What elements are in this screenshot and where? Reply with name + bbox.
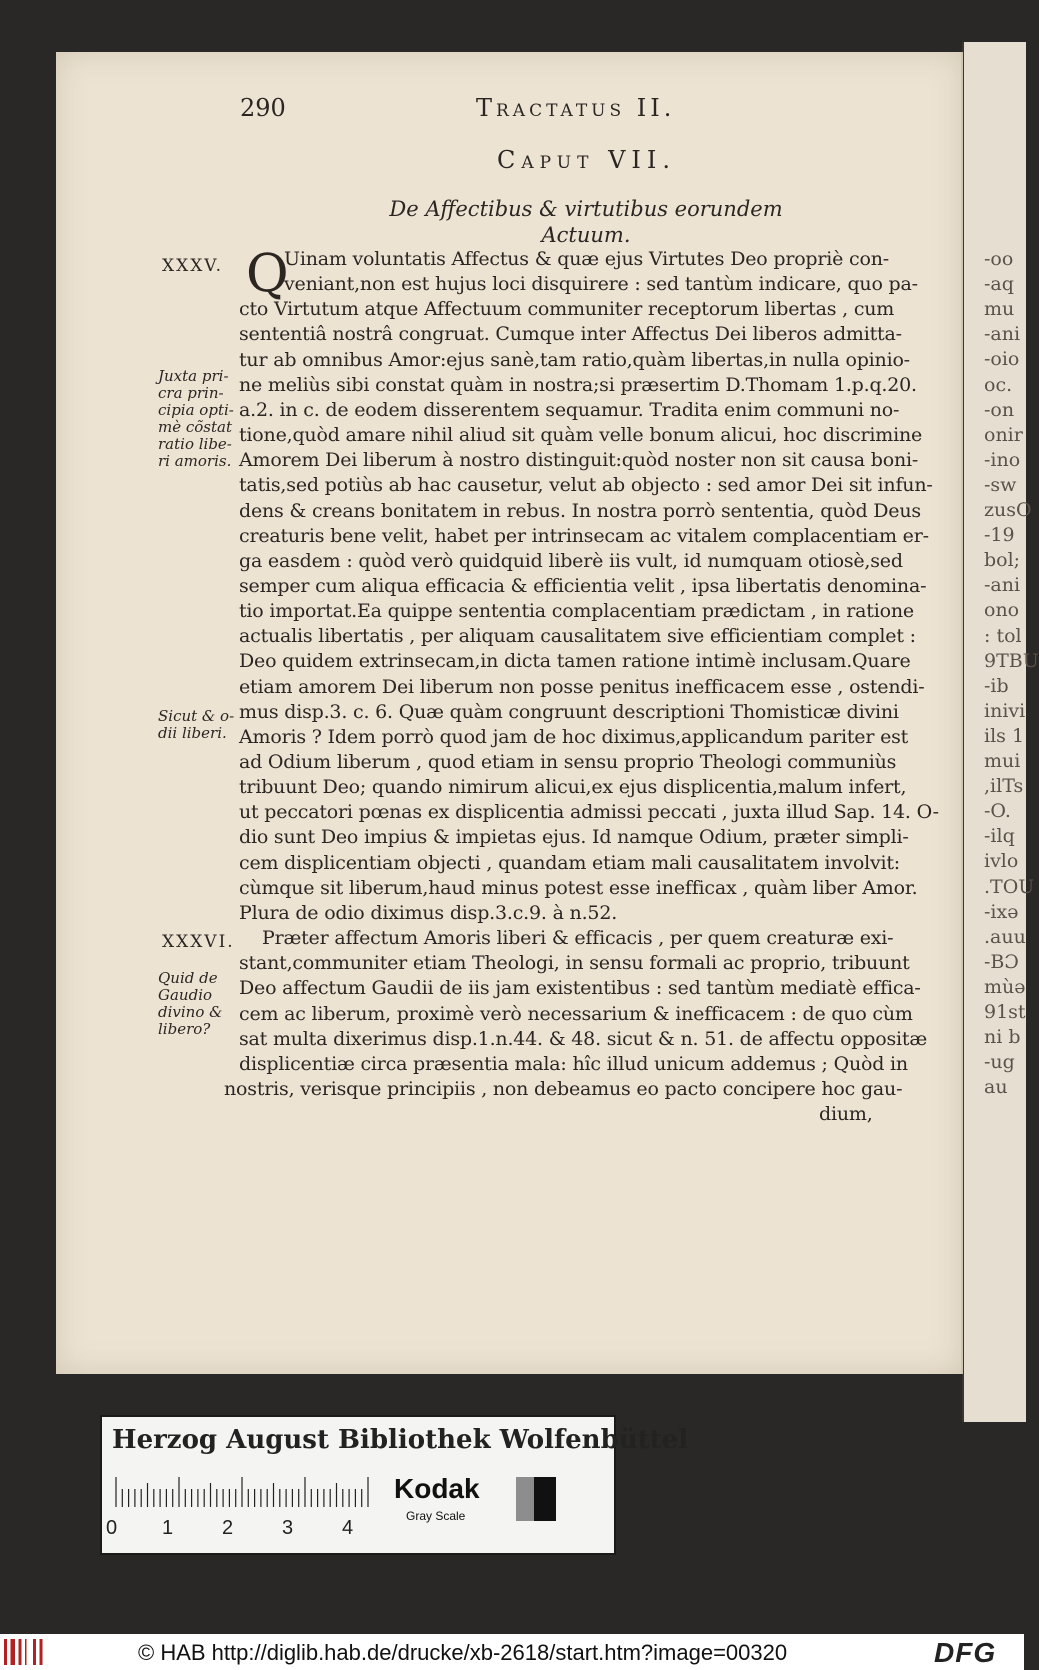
text-line: ad Odium liberum , quod etiam in sensu proprio Theologi communiùs [239,751,897,773]
text-line: tio importat.Ea quippe sententia complacentiam prædictam , in ratione [239,600,914,623]
ruler-number: 3 [282,1517,294,1539]
text-line: sat multa dixerimus disp.1.n.44. & 48. sicut & n. 51. de affectu oppositæ [239,1027,928,1050]
text-line: actualis libertatis , per aliquam causalitatem sive efficientiam complet : [239,625,916,648]
drop-cap: Q [246,244,289,304]
facing-page-fragment: -sw [984,473,1017,496]
margin-note-gaudium: Quid de Gaudio divino & libero? [158,969,223,1038]
text-line: dium, [819,1103,873,1126]
facing-page-fragment: mùə [984,975,1026,998]
facing-page-fragment: mu [984,298,1015,321]
text-line: tatis,sed potiùs ab hac causetur, velut ab objecto : sed amor Dei sit infun- [239,474,933,497]
facing-page-fragment: onir [984,423,1023,446]
facing-page-fragment: inivi [984,699,1026,722]
gray-scale-label: Gray Scale [406,1509,466,1523]
facing-page-fragment: -oo [984,248,1014,270]
text-line: a.2. in c. de eodem disserentem sequamur. Tradita enim communi no- [239,398,900,421]
facing-page-fragment: ivlo [984,850,1019,873]
black-swatch [534,1477,556,1521]
section-number-xxxv: XXXV. [162,256,224,276]
ruler-number: 4 [342,1517,354,1539]
barcode-bar [33,1639,36,1665]
ruler-number: 2 [222,1517,234,1539]
text-line: Amoris ? Idem porrò quod jam de hoc diximus,applicandum pariter est [239,725,909,748]
text-line: Deo quidem extrinsecam,in dicta tamen ratione intimè inclusam.Quare [239,650,911,673]
page-gutter [961,52,963,1374]
facing-page-fragment: .auu [984,925,1026,948]
facing-page-fragment: ,ilTs [984,775,1024,798]
text-line: cem displicentiam objecti , quandam etiam mali causalitatem involvit: [239,851,901,874]
text-line: Præter affectum Amoris liberi & efficacis , per quem creaturæ exi- [262,927,894,950]
facing-page-fragment: zusO [984,499,1032,521]
facing-page-fragment: .TOU [984,875,1035,898]
facing-page-fragment: -O. [984,800,1011,823]
facing-page-edge [962,42,1039,1422]
footer-credit: © HAB http://diglib.hab.de/drucke/xb-2618/start.htm?image=00320 [138,1640,788,1665]
facing-page-fragment: au [984,1076,1008,1099]
footer-bar [0,1634,1024,1670]
facing-page-fragment: -ani [984,323,1021,346]
text-line: cto Virtutum atque Affectuum communiter receptorum libertas , cum [239,298,895,321]
text-line: stant,communiter etiam Theologi, in sensu formali ac proprio, tribuunt [239,952,910,975]
color-target-card [100,1415,689,1555]
library-label: Herzog August Bibliothek Wolfenbüttel [112,1425,689,1455]
text-line: ne meliùs sibi constat quàm in nostra;si præsertim D.Thomam 1.p.q.20. [239,373,917,396]
facing-page-fragment: 91st [984,1001,1026,1023]
facing-page-fragment: ni b [984,1026,1021,1049]
text-line: ga easdem : quòd verò quidquid liberè iis vult, id numquam otiosè,sed [239,549,903,572]
facing-page-fragment: -aq [984,273,1014,296]
barcode-bar [25,1639,27,1665]
facing-page-fragment: : tol [984,624,1022,647]
facing-page-fragment: -ilq [984,825,1015,848]
facing-page-fragment: -BƆ [984,950,1019,973]
text-line: cem ac liberum, proximè verò necessarium & inefficacem : de quo cùm [239,1002,913,1025]
book-page [56,52,962,1374]
text-line: displicentiæ circa præsentia mala: hîc illud unicum addemus ; Quòd in [239,1052,908,1075]
text-line: nostris, verisque principiis , non debeamus eo pacto concipere hoc gau- [224,1077,903,1100]
facing-page-fragment: oc. [984,373,1013,396]
facing-page-fragment: -ani [984,574,1021,597]
text-line: Amorem Dei liberum à nostro distinguit:quòd noster non sit causa boni- [239,449,919,472]
facing-page-fragment: 9TBU [984,649,1039,672]
facing-page-fragment: -on [984,398,1015,421]
facing-page-fragment: bol; [984,549,1021,572]
text-line: ut peccatori pœnas ex displicentia admissi peccati , juxta illud Sap. 14. O- [239,801,939,824]
text-line: Plura de odio diximus disp.3.c.9. à n.52. [239,901,618,924]
text-line: Uinam voluntatis Affectus & quæ ejus Virtutes Deo propriè con- [284,248,889,270]
facing-page-fragment: -ixə [984,900,1019,923]
page-number: 290 [240,94,286,122]
text-line: mus disp.3. c. 6. Quæ quàm congruunt descriptioni Thomisticæ divini [239,700,899,723]
text-line: sententiâ nostrâ congruat. Cumque inter Affectus Dei liberos admitta- [239,323,902,346]
facing-page-fragment: ono [984,599,1020,622]
text-line: dens & creans bonitatem in rebus. In nostra porrò sententia, quòd Deus [239,499,921,522]
barcode-bar [19,1639,22,1665]
running-head: Tractatus II. [476,94,676,122]
facing-page-fragment: -ib [984,674,1009,697]
text-line: veniant,non est hujus loci disquirere : sed tantùm indicare, quo pa- [284,273,918,296]
facing-page-fragment: ils 1 [984,724,1025,747]
text-line: tur ab omnibus Amor:ejus sanè,tam ratio,quàm libertas,in nulla opinio- [239,348,910,371]
facing-page-fragment: mui [984,750,1021,772]
kodak-logo: Kodak [394,1473,480,1504]
chapter-title: De Affectibus & virtutibus eorundem Actuum. [389,197,783,247]
text-line: creaturis bene velit, habet per intrinsecam ac vitalem complacentiam er- [239,524,929,547]
text-line: etiam amorem Dei liberum non posse penitus inefficacem esse , ostendi- [239,675,925,698]
grey-swatch [516,1477,534,1521]
facing-page-fragment: -ug [984,1051,1015,1074]
barcode-bar [40,1639,43,1665]
ruler-scale [114,1477,374,1507]
text-line: semper cum aliqua efficacia & efficientia velit , ipsa libertatis denomina- [239,574,927,597]
text-line: tione,quòd amare nihil aliud sit quàm velle bonum alicui, hoc discrimine [239,424,923,447]
barcode-icon [4,1639,44,1665]
ruler-number: 1 [162,1517,174,1539]
chapter-heading: Caput VII. [497,146,676,174]
text-line: Deo affectum Gaudii de iis jam existentibus : sed tantùm mediatè effica- [239,977,921,1000]
margin-note-amor: Juxta pri- cra prin- cipia opti- mè cõstat ratio libe- ri amoris. [158,367,234,470]
text-line: cùmque sit liberum,haud minus potest esse inefficax , quàm liber Amor. [239,876,918,899]
barcode-bar [11,1639,16,1665]
margin-note-odium: Sicut & o- dii liberi. [158,707,235,742]
section-number-xxxvi: XXXVI. [162,932,235,952]
text-line: dio sunt Deo impius & impietas ejus. Id namque Odium, præter simpli- [239,826,909,849]
ruler-number: 0 [106,1517,118,1539]
facing-page-fragment: -19 [984,524,1015,547]
dfg-logo: DFG [934,1637,997,1668]
barcode-bar [4,1639,7,1665]
text-line: tribuunt Deo; quando nimirum alicui,ex ejus displicentia,malum infert, [239,776,907,799]
facing-page-fragment: -ino [984,448,1021,471]
facing-page-fragment: -oio [984,348,1020,371]
